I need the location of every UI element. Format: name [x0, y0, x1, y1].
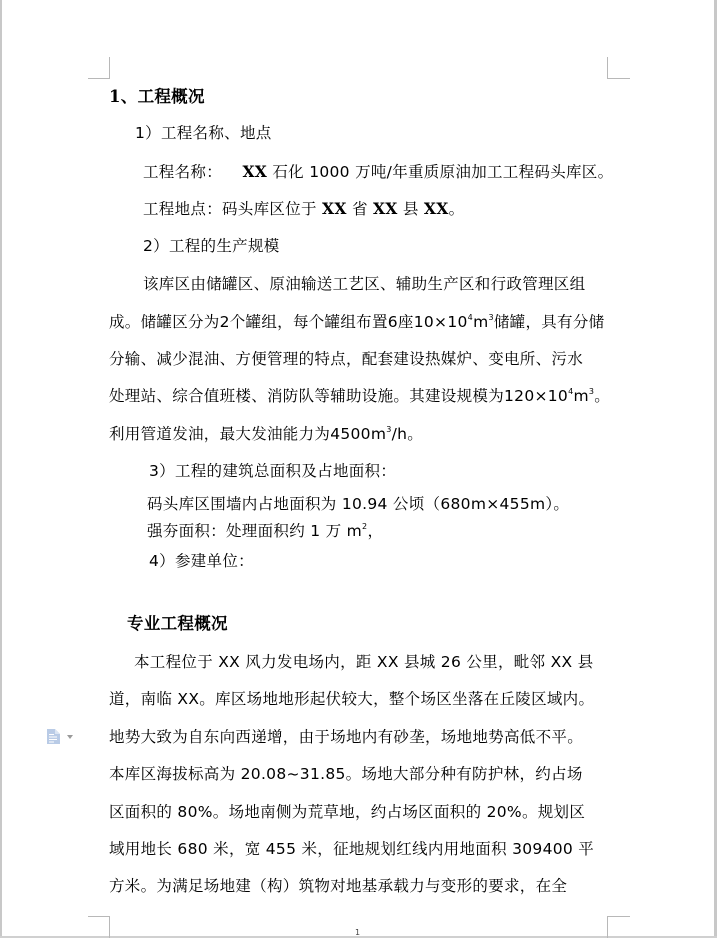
paragraph-line: 区面积的 80%。场地南侧为荒草地，约占场区面积的 20%。规划区: [109, 803, 586, 821]
superscript: 2: [362, 522, 368, 531]
page-left-edge: [0, 0, 2, 938]
project-location-label: 工程地点：码头库区位于: [143, 200, 317, 218]
paragraph-line: 本工程位于 XX 风力发电场内，距 XX 县城 26 公里，毗邻 XX 县: [134, 653, 594, 671]
paragraph-line: 道，南临 XX。库区场地地形起伏较大，整个场区坐落在丘陵区域内。: [109, 690, 595, 708]
superscript: 4: [467, 313, 474, 322]
chevron-down-icon[interactable]: [67, 735, 73, 739]
margin-corner-bottom-left: [88, 916, 110, 938]
margin-corner-top-right: [607, 57, 630, 79]
project-name-label: 工程名称：: [143, 163, 223, 181]
paragraph-text: 处理站、综合值班楼、消防队等辅助设施。其建设规模为120×10: [109, 387, 569, 405]
paragraph-line: 分输、减少混油、方便管理的特点，配套建设热媒炉、变电所、污水: [109, 350, 584, 368]
superscript: 3: [488, 313, 494, 322]
subheading-production-scale: 2）工程的生产规模: [143, 237, 280, 255]
subheading-name-location: 1）工程名称、地点: [135, 124, 272, 142]
subheading-participants: 4）参建单位：: [149, 552, 254, 570]
paragraph-text: 成。储罐区分为2个罐组，每个罐组布置6座10×10: [109, 313, 468, 331]
paragraph-line: 地势大致为自东向西递增，由于场地内有砂垄，场地地势高低不平。: [109, 728, 584, 746]
location-province-label: 省: [351, 200, 368, 218]
paragraph-text: 强夯面积：处理面积约 1 万 m: [147, 522, 363, 540]
location-county-label: 县: [402, 200, 419, 218]
paragraph-line: 本库区海拔标高为 20.08~31.85。场地大部分种有防护林，约占场: [109, 765, 583, 783]
paragraph-line: [109, 424, 423, 444]
paragraph-line: 该库区由储罐区、原油输送工艺区、辅助生产区和行政管理区组: [143, 275, 586, 293]
area-line: 码头库区围墙内占地面积为 10.94 公顷（680m×455m）。: [147, 495, 570, 513]
superscript: 3: [386, 425, 392, 434]
location-county-xx: XX: [372, 199, 398, 218]
paragraph-line: 域用地长 680 米，宽 455 米，征地规划红线内用地面积 309400 平: [109, 840, 595, 858]
project-name-line: [143, 162, 613, 182]
margin-corner-top-left: [88, 57, 110, 79]
location-province-xx: XX: [322, 199, 347, 218]
paragraph-text: ，: [367, 522, 384, 540]
superscript: 3: [588, 387, 595, 396]
section-heading-specialty: 专业工程概况: [127, 614, 228, 633]
paragraph-line: 方米。为满足场地建（构）筑物对地基承载力与变形的要求，在全: [109, 877, 568, 895]
unit-text: m: [573, 387, 589, 405]
section-heading-overview: 1、工程概况: [109, 87, 205, 106]
location-town-xx: XX: [423, 199, 449, 218]
paragraph-text: /h。: [391, 425, 424, 443]
margin-corner-bottom-right: [607, 916, 630, 938]
project-name-xx: XX: [242, 162, 268, 181]
paragraph-text: 储罐，具有分储: [493, 313, 605, 331]
paragraph-line: [109, 386, 610, 406]
compaction-line: [147, 521, 383, 541]
unit-text: m: [473, 313, 489, 331]
paragraph-text: 。: [594, 387, 611, 405]
project-name-value: 石化 1000 万吨/年重质原油加工工程码头库区。: [272, 163, 614, 181]
paragraph-text: 利用管道发油，最大发油能力为4500m: [109, 425, 387, 443]
superscript: 4: [568, 387, 574, 396]
document-icon[interactable]: [47, 729, 60, 744]
subheading-building-area: 3）工程的建筑总面积及占地面积：: [149, 462, 397, 480]
paragraph-line: [109, 312, 604, 332]
page-number: 1: [355, 928, 361, 937]
project-location-line: [143, 199, 464, 219]
location-period: 。: [448, 200, 465, 218]
